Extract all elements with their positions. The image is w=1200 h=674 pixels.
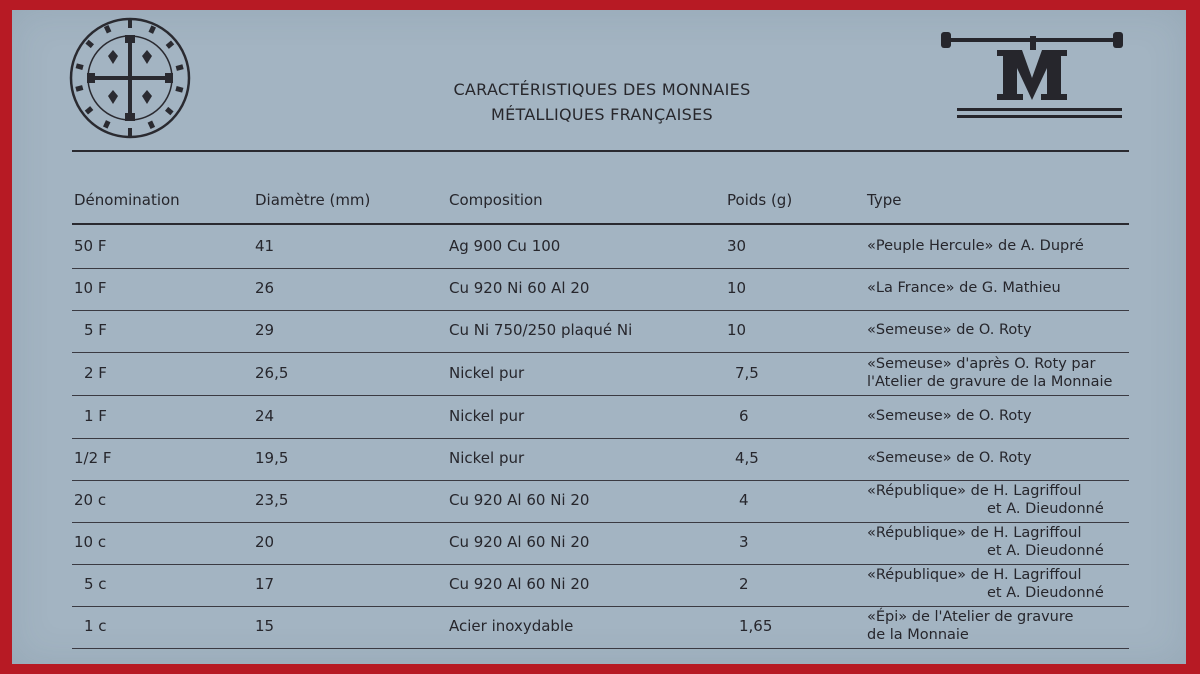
cell-composition: Acier inoxydable [449, 617, 574, 635]
row-rule [72, 395, 1129, 396]
header-denomination: Dénomination [74, 191, 180, 209]
header-type: Type [867, 191, 902, 209]
row-rule [72, 564, 1129, 565]
cell-composition: Cu 920 Ni 60 Al 20 [449, 279, 590, 297]
cell-type-line: «Épi» de l'Atelier de gravure [867, 609, 1074, 625]
title-line-2: MÉTALLIQUES FRANÇAISES [490, 105, 714, 124]
row-rule [72, 480, 1129, 481]
cell-weight: 2 [739, 575, 749, 593]
cell-denomination: 5 F [84, 321, 107, 339]
cell-weight: 30 [727, 237, 747, 255]
cell-composition: Cu 920 Al 60 Ni 20 [449, 575, 590, 593]
cell-type-line: «République» de H. Lagriffoul [867, 567, 1082, 583]
cell-diameter: 17 [255, 575, 275, 593]
cell-diameter: 29 [255, 321, 275, 339]
header-rule [72, 223, 1129, 225]
cell-weight: 4 [739, 491, 749, 509]
cell-type-line: et A. Dieudonné [987, 585, 1104, 601]
cell-denomination: 5 c [84, 575, 107, 593]
cell-type-line: l'Atelier de gravure de la Monnaie [867, 374, 1113, 390]
cell-composition: Cu 920 Al 60 Ni 20 [449, 533, 590, 551]
cell-denomination: 10 c [74, 533, 107, 551]
cell-denomination: 10 F [74, 279, 107, 297]
row-rule [72, 438, 1129, 439]
monnaie-balance-logo-icon [937, 26, 1127, 126]
cell-type-line: «Semeuse» de O. Roty [867, 408, 1032, 424]
cell-denomination: 2 F [84, 364, 107, 382]
cell-diameter: 20 [255, 533, 275, 551]
cell-weight: 10 [727, 279, 747, 297]
cell-type-line: «Peuple Hercule» de A. Dupré [867, 238, 1084, 254]
cell-type-line: «Semeuse» de O. Roty [867, 450, 1032, 466]
title-rule [72, 150, 1129, 152]
cell-diameter: 26 [255, 279, 275, 297]
cell-type-line: «République» de H. Lagriffoul [867, 483, 1082, 499]
cell-weight: 10 [727, 321, 747, 339]
row-rule [72, 648, 1129, 649]
cell-weight: 7,5 [735, 364, 759, 382]
row-rule [72, 606, 1129, 607]
cell-type-line: et A. Dieudonné [987, 501, 1104, 517]
header-weight: Poids (g) [727, 191, 793, 209]
row-rule [72, 268, 1129, 269]
row-rule [72, 522, 1129, 523]
cell-composition: Cu 920 Al 60 Ni 20 [449, 491, 590, 509]
cell-denomination: 1 F [84, 407, 107, 425]
row-rule [72, 310, 1129, 311]
row-rule [72, 352, 1129, 353]
cell-denomination: 1 c [84, 617, 107, 635]
cell-denomination: 1/2 F [74, 449, 112, 467]
cell-weight: 4,5 [735, 449, 759, 467]
cell-composition: Nickel pur [449, 407, 525, 425]
header-diameter: Diamètre (mm) [255, 191, 371, 209]
cell-weight: 1,65 [739, 617, 773, 635]
cell-diameter: 19,5 [255, 449, 289, 467]
cell-type-line: «La France» de G. Mathieu [867, 280, 1061, 296]
coin-characteristics-card [12, 10, 1186, 664]
cell-type-line: «Semeuse» de O. Roty [867, 322, 1032, 338]
cell-diameter: 24 [255, 407, 275, 425]
cell-denomination: 50 F [74, 237, 107, 255]
cell-diameter: 41 [255, 237, 275, 255]
cell-composition: Ag 900 Cu 100 [449, 237, 561, 255]
header-composition: Composition [449, 191, 543, 209]
cell-composition: Cu Ni 750/250 plaqué Ni [449, 321, 633, 339]
cell-composition: Nickel pur [449, 364, 525, 382]
cell-type-line: de la Monnaie [867, 627, 969, 643]
cell-weight: 6 [739, 407, 749, 425]
cell-composition: Nickel pur [449, 449, 525, 467]
cell-diameter: 15 [255, 617, 275, 635]
cell-diameter: 23,5 [255, 491, 289, 509]
cell-diameter: 26,5 [255, 364, 289, 382]
cell-type-line: «République» de H. Lagriffoul [867, 525, 1082, 541]
cell-type-line: et A. Dieudonné [987, 543, 1104, 559]
royal-seal-icon [68, 16, 192, 140]
cell-weight: 3 [739, 533, 749, 551]
cell-type-line: «Semeuse» d'après O. Roty par [867, 356, 1096, 372]
title-line-1: CARACTÉRISTIQUES DES MONNAIES [453, 80, 751, 99]
cell-denomination: 20 c [74, 491, 107, 509]
